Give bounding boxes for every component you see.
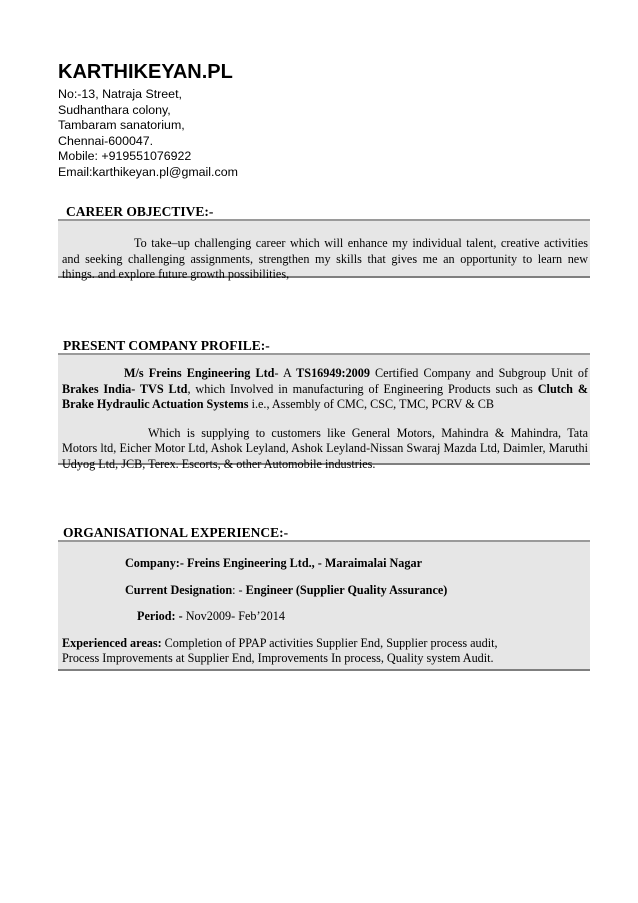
company-profile-box [58,355,590,471]
candidate-name: KARTHIKEYAN.PL [58,61,233,83]
career-objective-heading: CAREER OBJECTIVE:- [66,204,214,219]
experience-designation: Current Designation: - Engineer (Supplier Quality Assurance) [125,582,448,597]
experience-period: Period: - Nov2009- Feb’2014 [137,609,285,623]
product-line: Clutch & Brake Hydraulic Actuation Systems [62,381,588,411]
certification: TS16949:2009 [296,366,370,380]
career-objective-box [58,221,590,281]
company-profile-paragraph: M/s Freins Engineering Ltd- A TS16949:2009 Certified Company and Subgroup Unit of Brakes India- TVS Ltd, which Involved in manufacturing of Engineering Products such as Clutch & Brake Hydraulic Actuation Systems i.e., Assembly of CMC, CSC, TMC, PCRV & CB [62,366,589,411]
experience-heading: ORGANISATIONAL EXPERIENCE:- [63,525,289,540]
experience-box [58,542,590,671]
contact-header [58,60,238,180]
experience-areas: Experienced areas: Completion of PPAP activities Supplier End, Supplier process audit, [62,635,498,650]
experience-areas-continued: Process Improvements at Supplier End, Improvements In process, Quality system Audit. [62,651,494,665]
address-line: Tambaram sanatorium, [58,118,185,132]
company-profile-heading: PRESENT COMPANY PROFILE:- [63,338,270,353]
email-address: Email:karthikeyan.pl@gmail.com [58,164,238,179]
experience-company: Company:- Freins Engineering Ltd., - Maraimalai Nagar [125,556,422,570]
career-objective-text: To take–up challenging career which will enhance my individual talent, creative activities and seeking challenging assignments, strengthen my skills that gives me an opportunity to learn new things. and explore future growth possibilities, [62,236,588,281]
parent-company: Brakes India- TVS Ltd [62,381,188,396]
address-line: No:-13, Natraja Street, [58,87,182,101]
mobile-number: Mobile: +919551076922 [58,149,192,163]
address-line: Sudhanthara colony, [58,102,171,117]
customers-paragraph: Which is supplying to customers like General Motors, Mahindra & Mahindra, Tata Motors ltd, Eicher Motor Ltd, Ashok Leyland, Ashok Leyland-Nissan Swaraj Mazda Ltd, Daimler, Maruthi Udyog Ltd, JCB, Terex. Escorts, & other Automobile industries. [62,425,588,471]
address-line: Chennai-600047. [58,133,154,148]
company-name: M/s Freins Engineering Ltd [124,366,275,380]
